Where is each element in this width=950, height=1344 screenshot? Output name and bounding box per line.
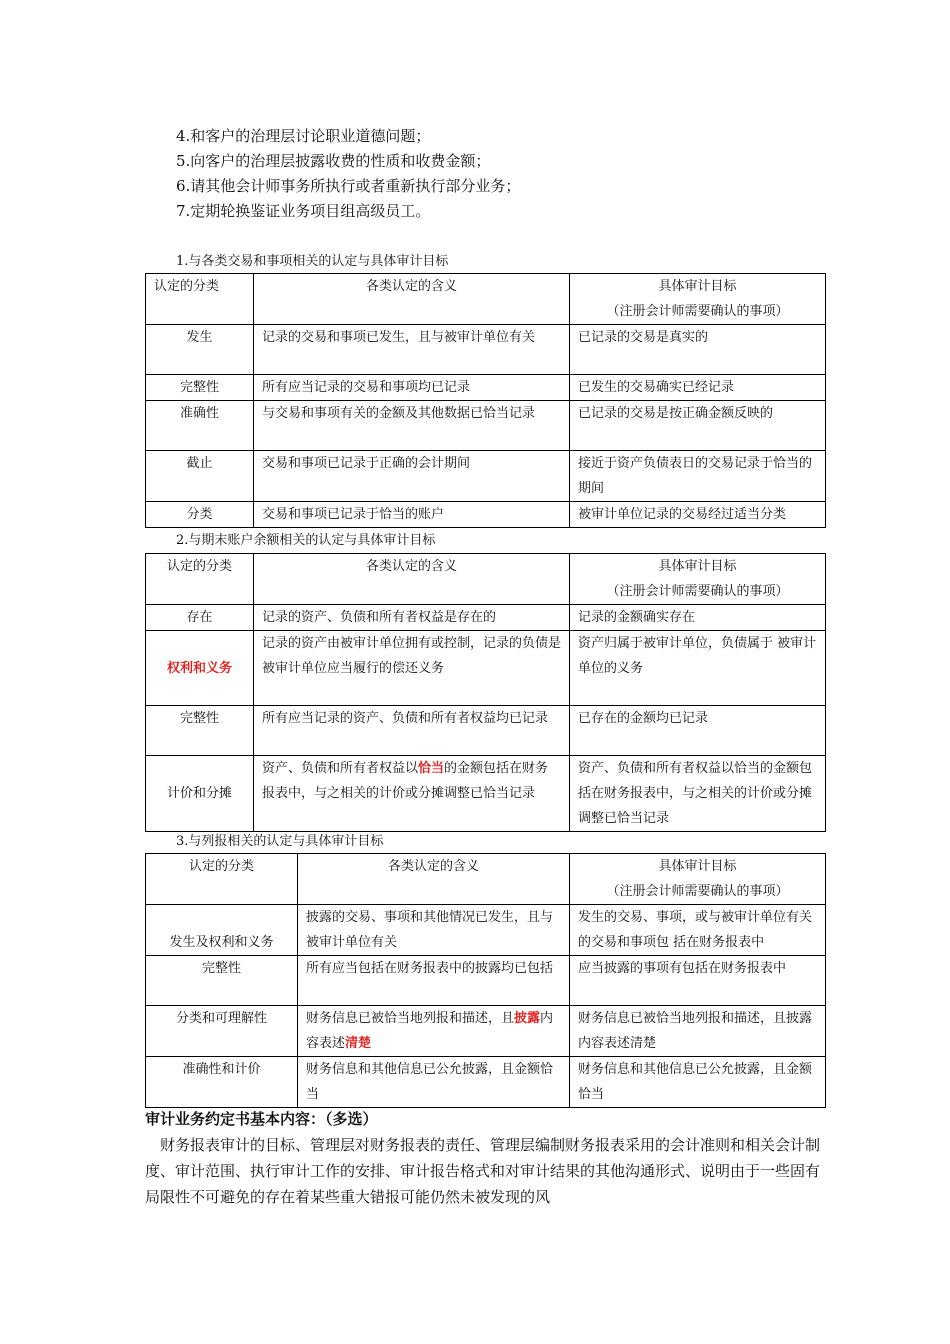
row-category: 完整性 [146, 706, 254, 756]
row-meaning [254, 756, 570, 832]
table1-caption: 1.与各类交易和事项相关的认定与具体审计目标 [176, 254, 449, 269]
table3 [145, 853, 826, 1108]
row-category: 计价和分摊 [146, 756, 254, 832]
table-row [146, 706, 826, 756]
table-row [146, 502, 826, 528]
row-meaning: 所有应当包括在财务报表中的披露均已包括 [298, 956, 570, 1006]
row-category: 存在 [146, 605, 254, 631]
row-objective: 接近于资产负债表日的交易记录于恰当的期间 [570, 451, 826, 502]
row-category: 准确性和计价 [146, 1057, 298, 1108]
row-objective: 已记录的交易是真实的 [570, 325, 826, 375]
header-meaning: 各类认定的含义 [254, 274, 570, 325]
header-objective-title: 具体审计目标 [658, 279, 737, 294]
table-row [146, 325, 826, 375]
highlight-text: 清楚 [345, 1036, 372, 1051]
row-meaning: 记录的资产、负债和所有者权益是存在的 [254, 605, 570, 631]
highlight-text: 披露 [514, 1011, 541, 1026]
table1 [145, 273, 826, 528]
row-meaning: 所有应当记录的资产、负债和所有者权益均已记录 [254, 706, 570, 756]
row-objective: 已记录的交易是按正确金额反映的 [570, 401, 826, 451]
highlight-text: 恰当 [418, 761, 445, 776]
table-row [146, 756, 826, 832]
header-objective [570, 554, 826, 605]
text-segment: 内容表述 [306, 1011, 554, 1051]
table-row [146, 1006, 826, 1057]
row-objective: 被审计单位记录的交易经过适当分类 [570, 502, 826, 528]
row-objective: 资产归属于被审计单位，负债属于 被审计单位的义务 [570, 631, 826, 706]
table3-caption: 3.与列报相关的认定与具体审计目标 [176, 834, 384, 849]
table-row [146, 401, 826, 451]
table-row [146, 375, 826, 401]
numbered-list [176, 124, 520, 224]
table-header-row [146, 854, 826, 905]
table2 [145, 553, 826, 832]
row-category: 发生 [146, 325, 254, 375]
row-objective: 财务信息和其他信息已公允披露，且金额恰当 [570, 1057, 826, 1108]
header-objective-subtitle: （注册会计师需要确认的事项） [606, 304, 789, 319]
header-objective-title: 具体审计目标 [658, 559, 737, 574]
list-item: 7.定期轮换鉴证业务项目组高级员工。 [176, 202, 431, 220]
body-paragraph: 财务报表审计的目标、管理层对财务报表的责任、管理层编制财务报表采用的会计准则和相关会计制度、审计范围、执行审计工作的安排、审计报告格式和对审计结果的其他沟通形式、说明由于一些固有局限性不可避免的存在着某些重大错报可能仍然未被发现的风 [145, 1136, 821, 1206]
header-objective [570, 854, 826, 905]
row-category: 发生及权利和义务 [146, 905, 298, 956]
row-objective: 发生的交易、事项，或与被审计单位有关的交易和事项包 括在财务报表中 [570, 905, 826, 956]
table2-caption: 2.与期末账户余额相关的认定与具体审计目标 [176, 533, 436, 548]
header-category: 认定的分类 [146, 274, 254, 325]
table-row [146, 451, 826, 502]
table-row [146, 631, 826, 706]
row-category: 准确性 [146, 401, 254, 451]
row-meaning: 财务信息和其他信息已公允披露，且金额恰当 [298, 1057, 570, 1108]
header-category: 认定的分类 [146, 554, 254, 605]
header-objective [570, 274, 826, 325]
row-category: 完整性 [146, 375, 254, 401]
text-segment: 的金额包括在财务报表中，与之相关的计价或分摊调整已恰当记录 [262, 761, 549, 801]
row-meaning: 记录的交易和事项已发生，且与被审计单位有关 [254, 325, 570, 375]
row-meaning: 所有应当记录的交易和事项均已记录 [254, 375, 570, 401]
table-header-row [146, 274, 826, 325]
table-row [146, 605, 826, 631]
text-segment: 财务信息已被恰当地列报和描述，且 [306, 1011, 515, 1026]
row-meaning [298, 1006, 570, 1057]
row-category: 分类和可理解性 [146, 1006, 298, 1057]
table-row [146, 1057, 826, 1108]
row-category: 完整性 [146, 956, 298, 1006]
row-meaning: 交易和事项已记录于正确的会计期间 [254, 451, 570, 502]
row-category: 截止 [146, 451, 254, 502]
row-meaning: 交易和事项已记录于恰当的账户 [254, 502, 570, 528]
row-objective: 资产、负债和所有者权益以恰当的金额包括在财务报表中，与之相关的计价或分摊调整已恰当记录 [570, 756, 826, 832]
header-objective-subtitle: （注册会计师需要确认的事项） [606, 584, 789, 599]
highlight-text: 权利和义务 [166, 660, 232, 676]
row-objective: 应当披露的事项有包括在财务报表中 [570, 956, 826, 1006]
row-objective: 记录的金额确实存在 [570, 605, 826, 631]
header-objective-subtitle: （注册会计师需要确认的事项） [606, 884, 789, 899]
list-item: 6.请其他会计师事务所执行或者重新执行部分业务； [176, 177, 521, 195]
row-category [146, 631, 254, 706]
header-meaning: 各类认定的含义 [254, 554, 570, 605]
list-item: 5.向客户的治理层披露收费的性质和收费金额； [176, 152, 491, 170]
row-objective: 财务信息已被恰当地列报和描述，且披露内容表述清楚 [570, 1006, 826, 1057]
table-header-row [146, 554, 826, 605]
header-objective-title: 具体审计目标 [658, 859, 737, 874]
row-meaning: 披露的交易、事项和其他情况已发生，且与被审计单位有关 [298, 905, 570, 956]
section-title: 审计业务约定书基本内容：（多选） [145, 1110, 378, 1128]
header-meaning: 各类认定的含义 [298, 854, 570, 905]
row-objective: 已发生的交易确实已经记录 [570, 375, 826, 401]
header-category: 认定的分类 [146, 854, 298, 905]
table-row [146, 905, 826, 956]
text-segment: 资产、负债和所有者权益以 [262, 761, 419, 776]
list-item: 4.和客户的治理层讨论职业道德问题； [176, 127, 431, 145]
row-meaning: 与交易和事项有关的金额及其他数据已恰当记录 [254, 401, 570, 451]
table-row [146, 956, 826, 1006]
row-meaning: 记录的资产由被审计单位拥有或控制，记录的负债是被审计单位应当履行的偿还义务 [254, 631, 570, 706]
row-category: 分类 [146, 502, 254, 528]
row-objective: 已存在的金额均已记录 [570, 706, 826, 756]
